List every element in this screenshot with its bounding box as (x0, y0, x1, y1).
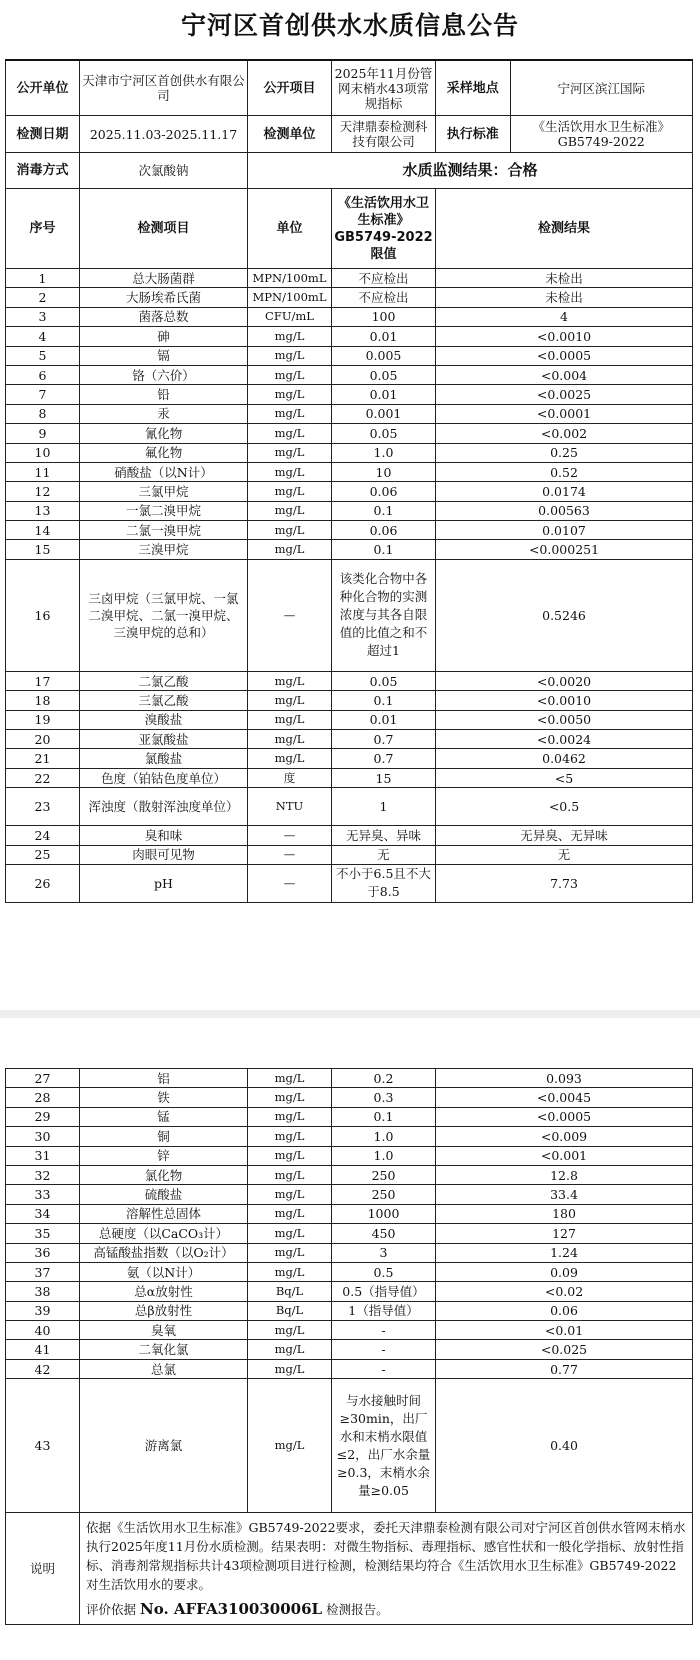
cell-no: 39 (6, 1301, 80, 1320)
cell-no: 13 (6, 501, 80, 520)
cell-unit: mg/L (248, 1379, 332, 1513)
sampling-value: 宁河区滨江国际 (557, 80, 645, 96)
col-result-header: 检测结果 (436, 189, 693, 269)
cell-no: 18 (6, 691, 80, 710)
cell-item: 溴酸盐 (80, 710, 248, 729)
table-row (6, 1224, 693, 1243)
cell-item: 三卤甲烷（三氯甲烷、一氯二溴甲烷、二氯一溴甲烷、三溴甲烷的总和） (80, 559, 248, 671)
cell-result: 未检出 (436, 288, 693, 307)
cell-result: <0.0025 (436, 385, 693, 404)
cell-no: 6 (6, 365, 80, 384)
cell-result: <0.0020 (436, 671, 693, 690)
table-row (6, 288, 693, 307)
cell-limit: 0.2 (332, 1069, 436, 1088)
cell-result: 0.0462 (436, 749, 693, 768)
cell-limit: 0.01 (332, 327, 436, 346)
cell-no: 31 (6, 1146, 80, 1165)
cell-limit: 0.1 (332, 540, 436, 559)
cell-unit: mg/L (248, 443, 332, 462)
cell-no: 29 (6, 1107, 80, 1126)
cell-limit: 不应检出 (332, 269, 436, 288)
cell-no: 27 (6, 1069, 80, 1088)
cell-item: 镉 (80, 346, 248, 365)
cell-item: 色度（铂钴色度单位） (80, 768, 248, 787)
cell-no: 37 (6, 1262, 80, 1281)
cell-unit: mg/L (248, 1185, 332, 1204)
project-label: 公开项目 (248, 60, 332, 116)
note-basis (86, 1600, 686, 1619)
cell-unit: mg/L (248, 691, 332, 710)
cell-result: 7.73 (436, 864, 693, 902)
cell-no: 25 (6, 845, 80, 864)
col-limit-header: 《生活饮用水卫生标准》GB5749-2022限值 (332, 189, 436, 269)
cell-item: 高锰酸盐指数（以O₂计） (80, 1243, 248, 1262)
cell-unit: mg/L (248, 385, 332, 404)
cell-item: 氰化物 (80, 424, 248, 443)
cell-limit: 0.01 (332, 710, 436, 729)
cell-no: 19 (6, 710, 80, 729)
cell-unit: mg/L (248, 1088, 332, 1107)
note-text: 依据《生活饮用水卫生标准》GB5749-2022要求，委托天津鼎泰检测有限公司对宁河区首创供水管网末梢水执行2025年度11月份水质检测。结果表明：对微生物指标、毒理指标、感官性状和一般化学指标、放射性指标、消毒剂常规指标共计43项检测项目进行检测，检测结果均符合《生活饮用水卫生标准》GB5749-2022对生活饮用水的要求。 (86, 1520, 686, 1593)
table-row (6, 1262, 693, 1281)
cell-limit: 0.7 (332, 749, 436, 768)
cell-no: 9 (6, 424, 80, 443)
table-row (6, 521, 693, 540)
header-row-publisher (6, 60, 693, 116)
cell-item: 三氯甲烷 (80, 482, 248, 501)
cell-result: <0.0024 (436, 730, 693, 749)
cell-unit: — (248, 845, 332, 864)
cell-limit: 10 (332, 462, 436, 481)
cell-result: <0.0050 (436, 710, 693, 729)
table-row (6, 1088, 693, 1107)
cell-item: 铅 (80, 385, 248, 404)
publisher-value: 天津市宁河区首创供水有限公司 (80, 60, 248, 116)
water-quality-table-page1 (5, 59, 693, 903)
table-row (6, 385, 693, 404)
cell-unit: mg/L (248, 404, 332, 423)
table-row (6, 710, 693, 729)
cell-limit: 不应检出 (332, 288, 436, 307)
cell-item: 肉眼可见物 (80, 845, 248, 864)
table-row (6, 1107, 693, 1126)
cell-no: 20 (6, 730, 80, 749)
cell-limit: 250 (332, 1165, 436, 1184)
cell-limit: 0.3 (332, 1088, 436, 1107)
cell-unit: mg/L (248, 730, 332, 749)
cell-unit: mg/L (248, 671, 332, 690)
cell-unit: mg/L (248, 462, 332, 481)
cell-item: 总α放射性 (80, 1282, 248, 1301)
cell-limit: 1.0 (332, 1127, 436, 1146)
cell-item: 溶解性总固体 (80, 1204, 248, 1223)
table-row (6, 327, 693, 346)
table-row (6, 269, 693, 288)
table-row (6, 1340, 693, 1359)
cell-item: 一氯二溴甲烷 (80, 501, 248, 520)
cell-limit: 0.5（指导值） (332, 1282, 436, 1301)
cell-limit: 100 (332, 307, 436, 326)
cell-unit: mg/L (248, 710, 332, 729)
table-row (6, 845, 693, 864)
cell-unit: mg/L (248, 1340, 332, 1359)
cell-result: <0.0010 (436, 691, 693, 710)
cell-no: 35 (6, 1224, 80, 1243)
cell-unit: mg/L (248, 1243, 332, 1262)
cell-no: 16 (6, 559, 80, 671)
cell-no: 5 (6, 346, 80, 365)
cell-no: 8 (6, 404, 80, 423)
table-row (6, 691, 693, 710)
lab-label: 检测单位 (248, 116, 332, 153)
cell-result: 0.09 (436, 1262, 693, 1281)
table-row (6, 730, 693, 749)
cell-item: pH (80, 864, 248, 902)
cell-result: <0.000251 (436, 540, 693, 559)
cell-limit: 250 (332, 1185, 436, 1204)
project-value-text: 2025年11月份管网末梢水43项常规指标 (334, 65, 433, 111)
table-row (6, 462, 693, 481)
note-row (6, 1513, 693, 1625)
cell-result: 0.5246 (436, 559, 693, 671)
cell-result: 0.0174 (436, 482, 693, 501)
cell-limit: 该类化合物中各种化合物的实测浓度与其各自限值的比值之和不超过1 (332, 559, 436, 671)
cell-result: 无异臭、无异味 (436, 826, 693, 845)
cell-limit: 0.1 (332, 501, 436, 520)
disinfect-value: 次氯酸钠 (80, 153, 248, 189)
cell-result: 无 (436, 845, 693, 864)
cell-unit: mg/L (248, 1321, 332, 1340)
date-value: 2025.11.03-2025.11.17 (80, 116, 248, 153)
cell-result: <0.004 (436, 365, 693, 384)
basis-prefix: 评价依据 (86, 1602, 137, 1618)
cell-no: 42 (6, 1359, 80, 1378)
cell-limit: - (332, 1359, 436, 1378)
table-row (6, 1185, 693, 1204)
cell-no: 23 (6, 788, 80, 826)
cell-limit: 0.1 (332, 691, 436, 710)
sampling-cell (436, 60, 693, 116)
cell-unit: — (248, 864, 332, 902)
table-row (6, 1301, 693, 1320)
cell-result: 1.24 (436, 1243, 693, 1262)
date-label: 检测日期 (6, 116, 80, 153)
cell-item: 铝 (80, 1069, 248, 1088)
cell-limit: 3 (332, 1243, 436, 1262)
cell-no: 36 (6, 1243, 80, 1262)
cell-result: 12.8 (436, 1165, 693, 1184)
cell-limit: 无异臭、异味 (332, 826, 436, 845)
standard-label: 执行标准 (436, 116, 510, 152)
cell-no: 32 (6, 1165, 80, 1184)
table-row (6, 346, 693, 365)
cell-limit: 与水接触时间≥30min，出厂水和末梢水限值≤2，出厂水余量≥0.3，末梢水余量≥0.05 (332, 1379, 436, 1513)
cell-limit: 0.06 (332, 521, 436, 540)
cell-unit: MPN/100mL (248, 269, 332, 288)
cell-limit: 无 (332, 845, 436, 864)
sampling-label: 采样地点 (436, 61, 510, 115)
cell-unit: Bq/L (248, 1282, 332, 1301)
cell-unit: mg/L (248, 346, 332, 365)
cell-result: 127 (436, 1224, 693, 1243)
cell-limit: 0.005 (332, 346, 436, 365)
cell-unit: mg/L (248, 365, 332, 384)
table-row (6, 540, 693, 559)
report-number: No. AFFA310030006L (140, 1600, 323, 1619)
cell-unit: mg/L (248, 1107, 332, 1126)
cell-item: 硝酸盐（以N计） (80, 462, 248, 481)
cell-result: <0.0005 (436, 1107, 693, 1126)
cell-item: 菌落总数 (80, 307, 248, 326)
cell-result: <0.0010 (436, 327, 693, 346)
cell-item: 二氧化氯 (80, 1340, 248, 1359)
cell-item: 亚氯酸盐 (80, 730, 248, 749)
table-row (6, 307, 693, 326)
cell-item: 锰 (80, 1107, 248, 1126)
cell-item: 大肠埃希氏菌 (80, 288, 248, 307)
column-header-row (6, 189, 693, 269)
cell-result: 0.00563 (436, 501, 693, 520)
cell-limit: 450 (332, 1224, 436, 1243)
water-quality-table-page2 (5, 1068, 693, 1625)
table-row (6, 671, 693, 690)
cell-no: 34 (6, 1204, 80, 1223)
cell-result: 4 (436, 307, 693, 326)
cell-item: 总β放射性 (80, 1301, 248, 1320)
cell-item: 氨（以N计） (80, 1262, 248, 1281)
table-row (6, 482, 693, 501)
cell-item: 砷 (80, 327, 248, 346)
disinfect-label: 消毒方式 (6, 153, 80, 189)
cell-unit: mg/L (248, 424, 332, 443)
cell-result: 0.093 (436, 1069, 693, 1088)
table-row (6, 443, 693, 462)
cell-item: 氯化物 (80, 1165, 248, 1184)
cell-limit: 1.0 (332, 443, 436, 462)
cell-limit: 0.7 (332, 730, 436, 749)
cell-result: <0.0001 (436, 404, 693, 423)
cell-item: 三氯乙酸 (80, 691, 248, 710)
cell-unit: Bq/L (248, 1301, 332, 1320)
note-label: 说明 (6, 1513, 80, 1625)
cell-unit: mg/L (248, 1165, 332, 1184)
table-row (6, 424, 693, 443)
cell-no: 28 (6, 1088, 80, 1107)
cell-result: 0.77 (436, 1359, 693, 1378)
cell-result: <0.5 (436, 788, 693, 826)
basis-suffix: 检测报告。 (326, 1602, 389, 1618)
cell-no: 4 (6, 327, 80, 346)
cell-unit: 度 (248, 768, 332, 787)
cell-limit: 0.1 (332, 1107, 436, 1126)
table-row (6, 365, 693, 384)
page-title: 宁河区首创供水水质信息公告 (180, 11, 519, 40)
cell-limit: 0.06 (332, 482, 436, 501)
cell-result: 180 (436, 1204, 693, 1223)
cell-no: 41 (6, 1340, 80, 1359)
cell-limit: 0.01 (332, 385, 436, 404)
cell-unit: mg/L (248, 1127, 332, 1146)
table-row (6, 404, 693, 423)
project-value (332, 60, 436, 116)
page-break (0, 1010, 700, 1018)
cell-limit: 1（指导值） (332, 1301, 436, 1320)
cell-no: 38 (6, 1282, 80, 1301)
table-row (6, 788, 693, 826)
cell-unit: mg/L (248, 327, 332, 346)
cell-result: 未检出 (436, 269, 693, 288)
cell-unit: mg/L (248, 501, 332, 520)
cell-item: 二氯乙酸 (80, 671, 248, 690)
result-summary: 水质监测结果：合格 (248, 153, 693, 189)
cell-item: 汞 (80, 404, 248, 423)
cell-no: 17 (6, 671, 80, 690)
cell-no: 2 (6, 288, 80, 307)
cell-limit: 1000 (332, 1204, 436, 1223)
cell-result: <0.0045 (436, 1088, 693, 1107)
cell-item: 锌 (80, 1146, 248, 1165)
cell-result: <0.025 (436, 1340, 693, 1359)
cell-result: 0.40 (436, 1379, 693, 1513)
cell-result: 0.06 (436, 1301, 693, 1320)
table-row (6, 749, 693, 768)
cell-no: 43 (6, 1379, 80, 1513)
cell-item: 三溴甲烷 (80, 540, 248, 559)
cell-unit: mg/L (248, 1262, 332, 1281)
col-unit-header: 单位 (248, 189, 332, 269)
cell-limit: 0.001 (332, 404, 436, 423)
cell-item: 硫酸盐 (80, 1185, 248, 1204)
cell-no: 21 (6, 749, 80, 768)
cell-item: 臭和味 (80, 826, 248, 845)
cell-no: 12 (6, 482, 80, 501)
cell-unit: mg/L (248, 521, 332, 540)
table-row (6, 1146, 693, 1165)
cell-no: 1 (6, 269, 80, 288)
table-row (6, 1379, 693, 1513)
cell-unit: mg/L (248, 1069, 332, 1088)
cell-limit: - (332, 1321, 436, 1340)
cell-unit: mg/L (248, 482, 332, 501)
cell-unit: mg/L (248, 1146, 332, 1165)
cell-result: <0.001 (436, 1146, 693, 1165)
cell-item: 总硬度（以CaCO₃计） (80, 1224, 248, 1243)
table-row (6, 1321, 693, 1340)
header-row-disinfect (6, 153, 693, 189)
cell-no: 14 (6, 521, 80, 540)
table-row (6, 768, 693, 787)
cell-limit: 0.05 (332, 365, 436, 384)
cell-item: 游离氯 (80, 1379, 248, 1513)
cell-result: 0.0107 (436, 521, 693, 540)
cell-unit: MPN/100mL (248, 288, 332, 307)
cell-unit: mg/L (248, 749, 332, 768)
cell-result: <0.009 (436, 1127, 693, 1146)
cell-unit: mg/L (248, 1224, 332, 1243)
cell-item: 铬（六价） (80, 365, 248, 384)
cell-limit: 15 (332, 768, 436, 787)
cell-item: 臭氧 (80, 1321, 248, 1340)
cell-limit: 0.05 (332, 671, 436, 690)
table-row (6, 1069, 693, 1088)
table-row (6, 1204, 693, 1223)
cell-item: 总氯 (80, 1359, 248, 1378)
cell-item: 铁 (80, 1088, 248, 1107)
cell-limit: 0.05 (332, 424, 436, 443)
table-row (6, 1165, 693, 1184)
col-item-header: 检测项目 (80, 189, 248, 269)
cell-no: 30 (6, 1127, 80, 1146)
header-row-date (6, 116, 693, 153)
cell-result: <0.01 (436, 1321, 693, 1340)
table-row (6, 501, 693, 520)
cell-result: 0.25 (436, 443, 693, 462)
cell-unit: — (248, 559, 332, 671)
cell-item: 二氯一溴甲烷 (80, 521, 248, 540)
table-row (6, 826, 693, 845)
cell-item: 铜 (80, 1127, 248, 1146)
publisher-label: 公开单位 (6, 60, 80, 116)
cell-no: 40 (6, 1321, 80, 1340)
cell-item: 浑浊度（散射浑浊度单位） (80, 788, 248, 826)
cell-limit: 1.0 (332, 1146, 436, 1165)
cell-item: 总大肠菌群 (80, 269, 248, 288)
cell-result: <5 (436, 768, 693, 787)
cell-unit: NTU (248, 788, 332, 826)
table-row (6, 864, 693, 902)
cell-unit: mg/L (248, 1204, 332, 1223)
cell-unit: mg/L (248, 540, 332, 559)
col-no-header: 序号 (6, 189, 80, 269)
table-row (6, 1359, 693, 1378)
lab-value: 天津鼎泰检测科技有限公司 (332, 116, 436, 153)
cell-no: 26 (6, 864, 80, 902)
cell-no: 15 (6, 540, 80, 559)
cell-result: 33.4 (436, 1185, 693, 1204)
cell-item: 氯酸盐 (80, 749, 248, 768)
note-content (80, 1513, 693, 1625)
cell-no: 24 (6, 826, 80, 845)
cell-no: 7 (6, 385, 80, 404)
standard-cell (436, 116, 693, 153)
cell-result: <0.02 (436, 1282, 693, 1301)
cell-no: 10 (6, 443, 80, 462)
cell-limit: 0.5 (332, 1262, 436, 1281)
cell-no: 3 (6, 307, 80, 326)
table-row (6, 1243, 693, 1262)
cell-no: 11 (6, 462, 80, 481)
cell-limit: 不小于6.5且不大于8.5 (332, 864, 436, 902)
table-row (6, 559, 693, 671)
cell-result: <0.002 (436, 424, 693, 443)
cell-no: 22 (6, 768, 80, 787)
table-row (6, 1282, 693, 1301)
cell-limit: 1 (332, 788, 436, 826)
cell-result: <0.0005 (436, 346, 693, 365)
standard-value: 《生活饮用水卫生标准》GB5749-2022 (532, 119, 670, 149)
cell-item: 氟化物 (80, 443, 248, 462)
cell-result: 0.52 (436, 462, 693, 481)
cell-limit: - (332, 1340, 436, 1359)
table-row (6, 1127, 693, 1146)
cell-unit: CFU/mL (248, 307, 332, 326)
cell-unit: mg/L (248, 1359, 332, 1378)
cell-unit: — (248, 826, 332, 845)
cell-no: 33 (6, 1185, 80, 1204)
